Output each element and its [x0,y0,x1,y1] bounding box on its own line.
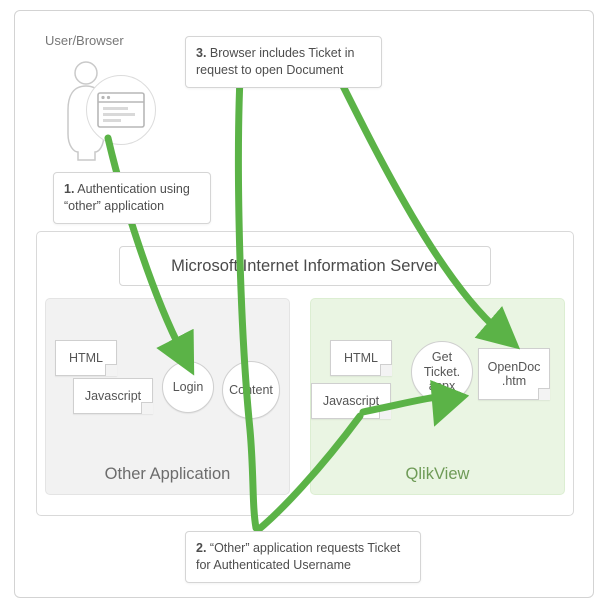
callout-step-3-number: 3. [196,46,207,60]
doc-html-other-label: HTML [68,351,104,365]
doc-javascript-qlikview [311,383,391,419]
iis-title-bar [119,246,491,286]
node-get-ticket-line1: Get [431,350,453,365]
callout-step-1-line2: “other” application [64,198,165,213]
node-login [162,361,214,413]
panel-qlikview-label: QlikView [405,465,470,483]
node-get-ticket-line2: Ticket. [423,364,461,379]
doc-opendoc-line2: .htm [501,374,527,388]
callout-step-1-line1: Authentication using [77,182,190,196]
browser-window-badge [86,75,156,145]
callout-step-2-line2: for Authenticated Username [196,557,351,572]
node-content [222,361,280,419]
user-browser-label: User/Browser [45,33,124,48]
doc-javascript-other [73,378,153,414]
doc-html-other [55,340,117,376]
doc-html-qlikview [330,340,392,376]
doc-javascript-other-label: Javascript [84,389,142,403]
node-get-ticket-aspx [411,341,473,403]
callout-step-2-line1: “Other” application requests Ticket [209,541,401,555]
panel-other-application-label: Other Application [104,465,231,483]
node-content-label: Content [229,382,273,397]
callout-step-3-line2: request to open Document [196,62,344,77]
doc-opendoc-htm [478,348,550,400]
callout-step-2 [185,531,421,583]
doc-javascript-qlikview-label: Javascript [322,394,380,408]
callout-step-1 [53,172,211,224]
iis-label: Microsoft Internet Information Server [171,256,439,275]
node-get-ticket-line3: aspx [428,379,456,394]
doc-html-qlikview-label: HTML [343,351,379,365]
doc-opendoc-line1: OpenDoc [487,360,541,374]
callout-step-2-number: 2. [196,541,207,555]
callout-step-3-line1: Browser includes Ticket in [209,46,355,60]
callout-step-1-number: 1. [64,182,75,196]
callout-step-3 [185,36,382,88]
node-login-label: Login [172,379,204,394]
